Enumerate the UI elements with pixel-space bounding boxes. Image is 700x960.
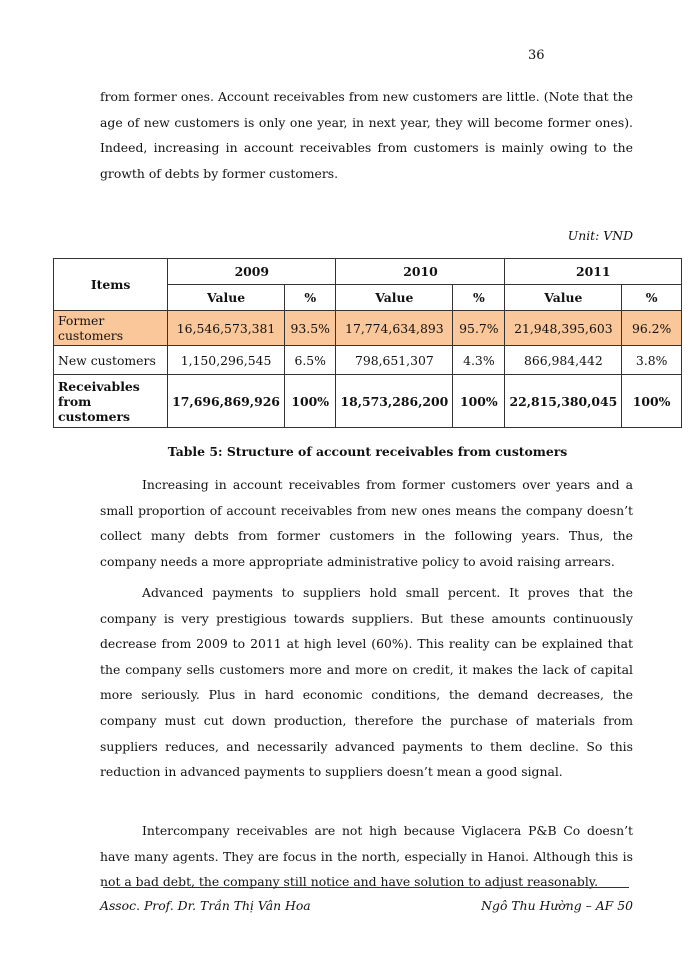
table-row-total — [54, 375, 682, 428]
year-header: 2009 — [168, 259, 336, 285]
cell: 6.5% — [284, 346, 336, 375]
cell: 17,774,634,893 — [336, 311, 453, 346]
cell: 21,948,395,603 — [505, 311, 622, 346]
footer-rule — [103, 887, 629, 888]
pct-header: % — [622, 285, 682, 311]
cell: 95.7% — [453, 311, 505, 346]
cell: 17,696,869,926 — [168, 375, 285, 428]
paragraph-4: Intercompany receivables are not high because Viglacera P&B Co doesn’t have many agents. They are focus in the north, especially in Hanoi. Although this is not a bad debt, the company still notice and have solution to adjust reasonably. — [100, 823, 633, 890]
cell: 16,546,573,381 — [168, 311, 285, 346]
year-header: 2010 — [336, 259, 505, 285]
value-header: Value — [168, 285, 285, 311]
cell: 100% — [453, 375, 505, 428]
paragraph-3: Advanced payments to suppliers hold small percent. It proves that the company is very prestigious towards suppliers. But these amounts continuously decrease from 2009 to 2011 at high level (60%). This reality can be explained that the company sells customers more and more on credit, it makes the lack of capital more seriously. Plus in hard economic conditions, the demand decreases, the company must cut down production, therefore the purchase of materials from suppliers reduces, and necessarily advanced payments to them decline. So this reduction in advanced payments to suppliers doesn’t mean a good signal. — [100, 585, 633, 780]
cell: 96.2% — [622, 311, 682, 346]
receivables-table — [53, 258, 682, 428]
footer-supervisor: Assoc. Prof. Dr. Trần Thị Vân Hoa — [100, 898, 311, 913]
paragraph-1: from former ones. Account receivables from new customers are little. (Note that the age of new customers is only one year, in next year, they will become former ones). Indeed, increasing in account receivables from customers is mainly owing to the growth of debts by former customers. — [100, 89, 633, 181]
row-label: New customers — [54, 346, 168, 375]
cell: 866,984,442 — [505, 346, 622, 375]
row-label-line: Receivables — [58, 378, 140, 394]
cell: 4.3% — [453, 346, 505, 375]
pct-header: % — [284, 285, 336, 311]
cell: 3.8% — [622, 346, 682, 375]
pct-header: % — [453, 285, 505, 311]
paragraph-2: Increasing in account receivables from former customers over years and a small proportion of account receivables from new ones means the company doesn’t collect many debts from former customers in the following years. Thus, the company needs a more appropriate administrative policy to avoid raising arrears. — [100, 477, 633, 569]
cell: 93.5% — [284, 311, 336, 346]
footer-author: Ngô Thu Hường – AF 50 — [481, 898, 633, 913]
cell: 22,815,380,045 — [505, 375, 622, 428]
row-label-line: from customers — [58, 393, 131, 424]
cell: 100% — [284, 375, 336, 428]
cell: 18,573,286,200 — [336, 375, 453, 428]
row-label: Former customers — [54, 311, 168, 346]
items-header: Items — [54, 259, 168, 311]
cell: 100% — [622, 375, 682, 428]
value-header: Value — [505, 285, 622, 311]
year-header: 2011 — [505, 259, 682, 285]
unit-label: Unit: VND — [567, 228, 633, 243]
value-header: Value — [336, 285, 453, 311]
cell: 798,651,307 — [336, 346, 453, 375]
table-row — [54, 346, 682, 375]
cell: 1,150,296,545 — [168, 346, 285, 375]
table-row — [54, 311, 682, 346]
page-number: 36 — [528, 48, 545, 63]
table-caption: Table 5: Structure of account receivables from customers — [167, 444, 568, 459]
row-label — [54, 375, 168, 428]
